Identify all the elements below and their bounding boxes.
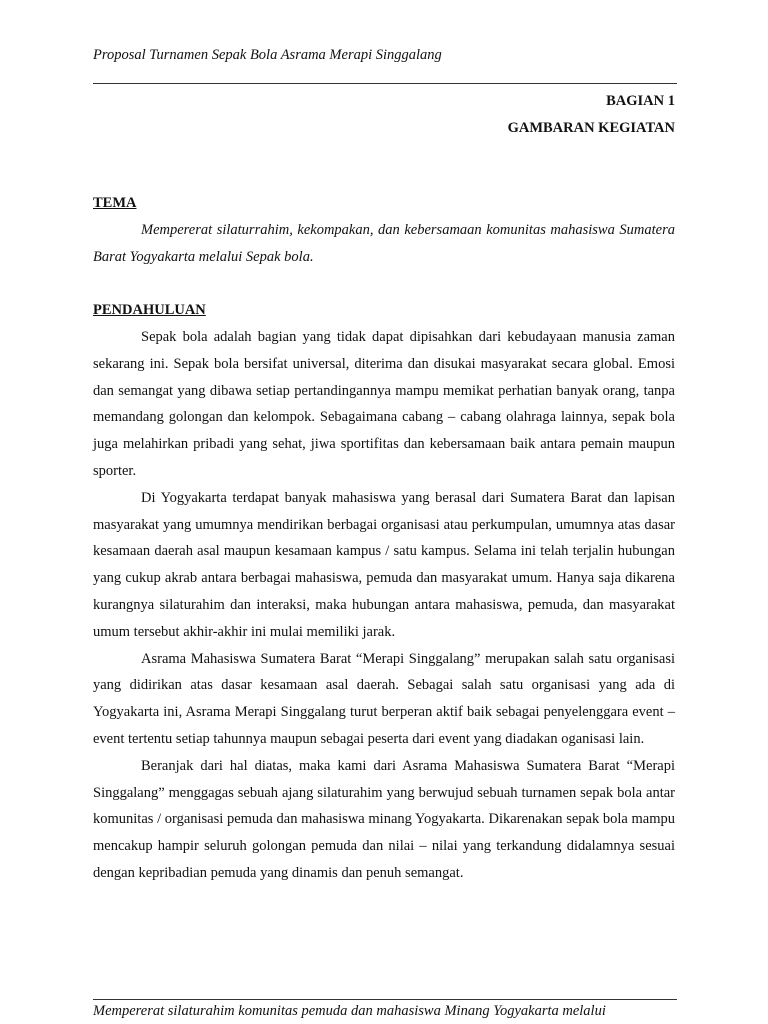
header-divider xyxy=(93,83,677,84)
section-title: GAMBARAN KEGIATAN xyxy=(507,120,675,136)
paragraph: Asrama Mahasiswa Sumatera Barat “Merapi Singgalang” merupakan salah satu organisasi yang didirikan atas dasar kesamaan asal daerah. Sebagai salah satu organisasi yang ada di Yogyakarta ini, Asrama Merapi Singgalang turut berperan aktif baik sebagai penyelenggara event – event tertentu setiap tahunnya maupun sebagai peserta dari event yang diadakan oganisasi lain. xyxy=(93,650,675,747)
footer-divider xyxy=(93,999,677,1000)
running-header: Proposal Turnamen Sepak Bola Asrama Merapi Singgalang xyxy=(93,47,442,63)
running-footer: Mempererat silaturahim komunitas pemuda dan mahasiswa Minang Yogyakarta melalui xyxy=(93,1003,606,1019)
tema-text: Mempererat silaturrahim, kekompakan, dan kebersamaan komunitas mahasiswa Sumatera Barat Yogyakarta melalui Sepak bola. xyxy=(93,221,675,265)
pendahuluan-heading: PENDAHULUAN xyxy=(93,302,206,319)
paragraph: Di Yogyakarta terdapat banyak mahasiswa yang berasal dari Sumatera Barat dan lapisan masyarakat yang umumnya mendirikan berbagai organisasi atau perkumpulan, umumnya atas dasar kesamaan daerah asal maupun kesamaan kampus / satu kampus. Selama ini telah terjalin hubungan yang cukup akrab antara berbagai mahasiswa, pemuda dan masyarakat umum. Hanya saja dikarena kurangnya silaturahim dan interaksi, maka hubungan antara mahasiswa, pemuda, dan masyarakat umum tersebut akhir-akhir ini mulai memiliki jarak. xyxy=(93,489,675,640)
document-body xyxy=(93,190,675,887)
paragraph: Sepak bola adalah bagian yang tidak dapat dipisahkan dari kebudayaan manusia zaman sekarang ini. Sepak bola bersifat universal, diterima dan disukai masyarakat secara global. Emosi dan semangat yang dibawa setiap pertandingannya mampu memikat perhatian banyak orang, tanpa memandang golongan dan kelompok. Sebagaimana cabang – cabang olahraga lainnya, sepak bola juga melahirkan pribadi yang sehat, jiwa sportifitas dan kebersamaan baik antara pemain maupun sporter. xyxy=(93,328,675,479)
tema-heading: TEMA xyxy=(93,195,137,211)
paragraph: Beranjak dari hal diatas, maka kami dari Asrama Mahasiswa Sumatera Barat “Merapi Singgalang” menggagas sebuah ajang silaturahim yang berwujud sebuah turnamen sepak bola antar komunitas / organisasi pemuda dan mahasiswa minang Yogyakarta. Dikarenakan sepak bola mampu mencakup hampir seluruh golongan pemuda dan nilai – nilai yang terkandung didalamnya sesuai dengan kepribadian pemuda yang dinamis dan penuh semangat. xyxy=(93,757,675,881)
section-number: BAGIAN 1 xyxy=(606,93,675,109)
